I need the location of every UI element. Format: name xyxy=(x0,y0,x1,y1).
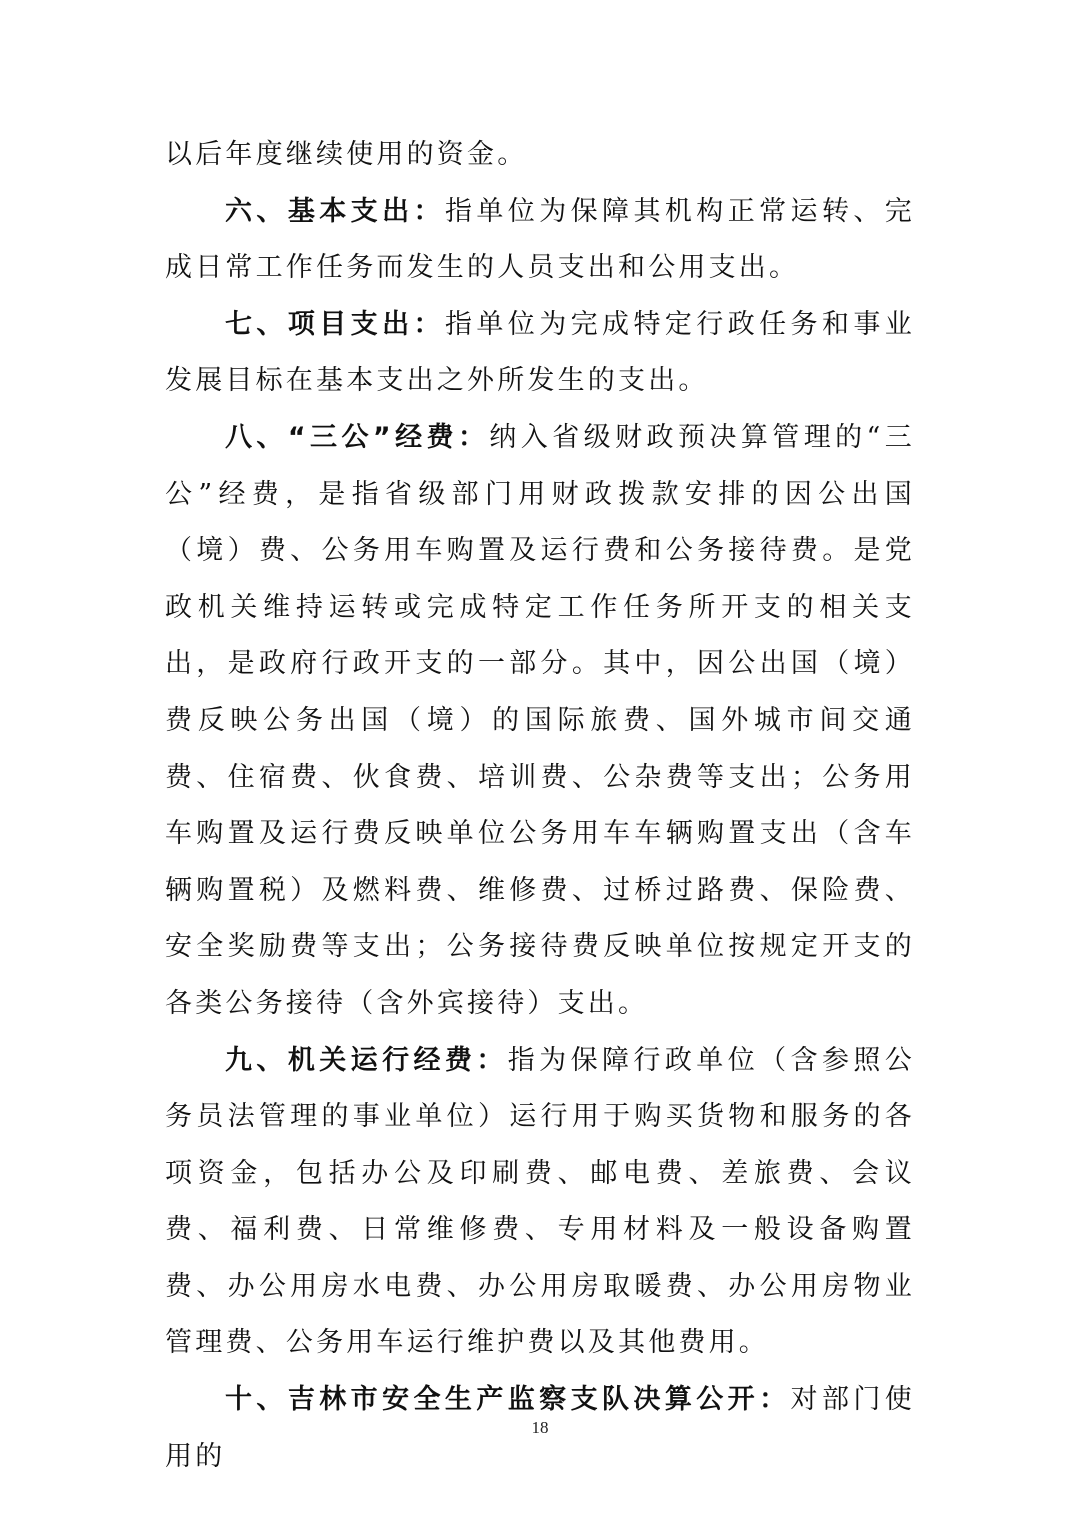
section-term: 九、机关运行经费： xyxy=(225,1044,508,1076)
section-body: 指单位为保障其机构正常运转、完成日常工作任务而发生的人员支出和公用支出。 xyxy=(165,195,915,284)
document-body xyxy=(165,127,915,1485)
section-term: 八、“三公”经费： xyxy=(225,421,490,453)
section-project-expenditure xyxy=(165,297,915,410)
section-term: 十、吉林市安全生产监察支队决算公开： xyxy=(225,1384,791,1416)
section-body: 纳入省级财政预决算管理的“三公”经费，是指省级部门用财政拨款安排的因公出国（境）费、公务用车购置及运行费和公务接待费。是党政机关维持运转或完成特定工作任务所开支的相关支出，是政府行政开支的一部分。其中，因公出国（境）费反映公务出国（境）的国际旅费、国外城市间交通费、住宿费、伙食费、培训费、公杂费等支出；公务用车购置及运行费反映单位公务用车车辆购置支出（含车辆购置税）及燃料费、维修费、过桥过路费、保险费、安全奖励费等支出；公务接待费反映单位按规定开支的各类公务接待（含外宾接待）支出。 xyxy=(165,421,915,1019)
section-three-public-expenses xyxy=(165,410,915,1033)
section-body: 对部门使用的 xyxy=(165,1384,915,1472)
continuation-paragraph: 以后年度继续使用的资金。 xyxy=(165,139,528,170)
section-body: 指单位为完成特定行政任务和事业发展目标在基本支出之外所发生的支出。 xyxy=(165,308,915,397)
section-term: 六、基本支出： xyxy=(225,195,445,227)
section-agency-operating-expenses xyxy=(165,1033,915,1373)
section-basic-expenditure xyxy=(165,184,915,297)
page-number: 18 xyxy=(531,1418,549,1437)
section-term: 七、项目支出： xyxy=(225,308,445,340)
section-body: 指为保障行政单位（含参照公务员法管理的事业单位）运行用于购买货物和服务的各项资金，包括办公及印刷费、邮电费、差旅费、会议费、福利费、日常维修费、专用材料及一般设备购置费、办公用房水电费、办公用房取暖费、办公用房物业管理费、公务用车运行维护费以及其他费用。 xyxy=(165,1044,915,1359)
